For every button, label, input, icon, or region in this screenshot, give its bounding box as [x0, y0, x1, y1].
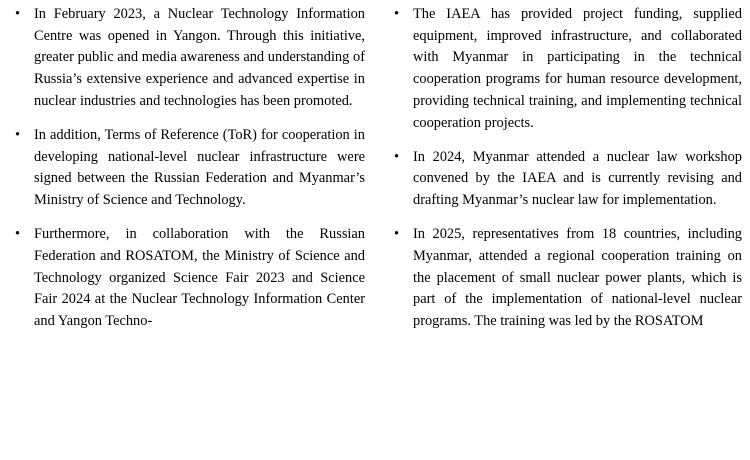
bullet-icon: •: [15, 127, 21, 144]
bullet-icon: •: [394, 6, 400, 22]
list-item: [387, 224, 742, 333]
list-item-text: In addition, Terms of Reference (ToR) for cooperation in developing national-level nuclear infrastructure were signed between the Russian Federation and Myanmar’s Ministry of Science and Technology.: [34, 127, 365, 209]
list-item: [8, 125, 365, 212]
bullet-icon: •: [394, 226, 400, 243]
left-column: [8, 4, 375, 460]
list-item-text: In 2025, representatives from 18 countries, including Myanmar, attended a regional cooperation training on the placement of small nuclear power plants, which is part of the implementation of national-level nuclear programs. The training was led by the ROSATOM: [413, 226, 742, 330]
list-item: [387, 147, 742, 212]
list-item-text: In 2024, Myanmar attended a nuclear law workshop convened by the IAEA and is currently revising and drafting Myanmar’s nuclear law for implementation.: [413, 148, 742, 209]
right-column-bullet-list: [387, 4, 742, 333]
list-item: [8, 224, 365, 333]
list-item-text: Furthermore, in collaboration with the Russian Federation and ROSATOM, the Ministry of Science and Technology organized Science Fair 2023 and Science Fair 2024 at the Nuclear Technology Information Center and Yangon Techno-: [34, 226, 365, 330]
bullet-icon: •: [15, 226, 21, 243]
list-item: [8, 4, 365, 113]
list-item-text: In February 2023, a Nuclear Technology Information Centre was opened in Yangon. Through this initiative, greater public and media awareness and understanding of Russia’s extensive experience and advanced expertise in nuclear industries and technologies has been promoted.: [34, 6, 365, 109]
bullet-icon: •: [15, 6, 21, 22]
list-item: [387, 4, 742, 134]
list-item-text: The IAEA has provided project funding, supplied equipment, improved infrastructure, and collaborated with Myanmar in participating in the technical cooperation programs for human resource development, providing technical training, and implementing technical cooperation projects.: [413, 6, 742, 131]
bullet-icon: •: [394, 148, 400, 165]
left-column-bullet-list: [8, 4, 365, 333]
right-column: [375, 4, 742, 460]
